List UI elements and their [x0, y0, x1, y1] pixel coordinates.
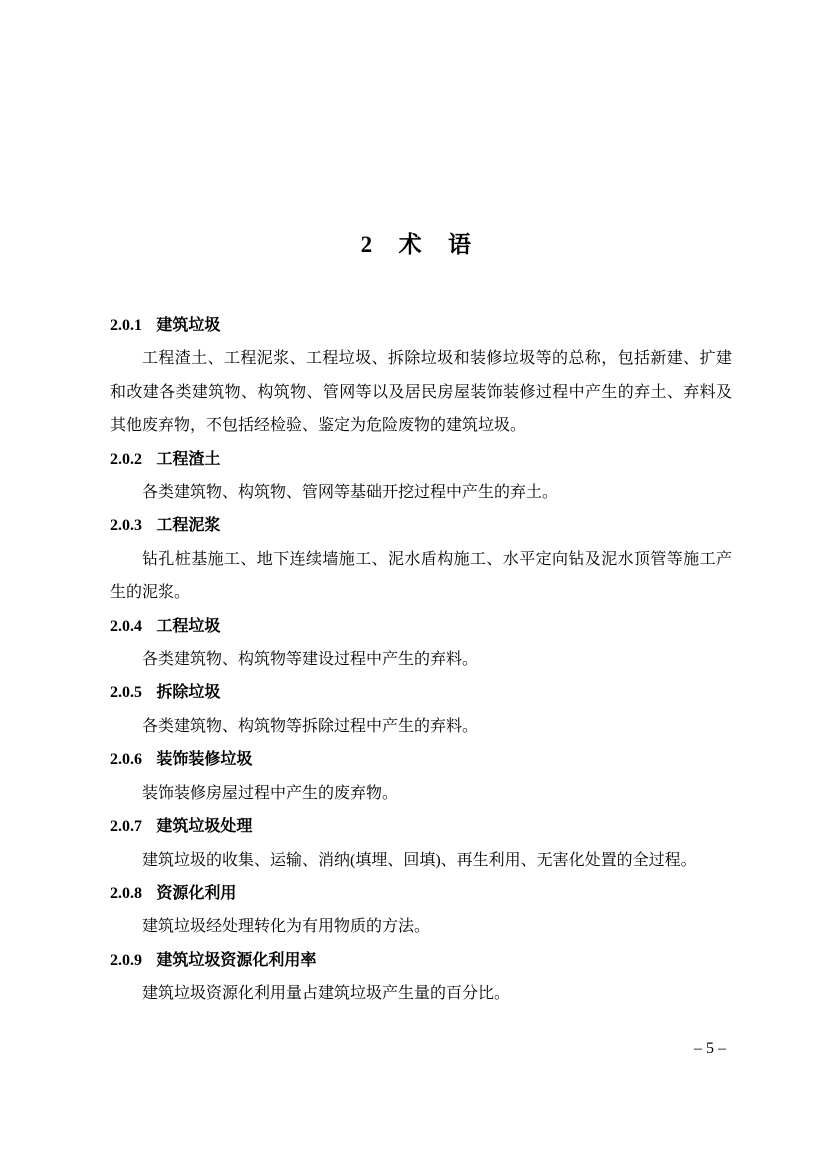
- term-heading: [110, 743, 732, 776]
- term-heading: [110, 509, 732, 542]
- term-name: 建筑垃圾处理: [156, 818, 253, 836]
- term-entry: [110, 509, 732, 609]
- term-definition: 建筑垃圾经处理转化为有用物质的方法。: [142, 918, 431, 936]
- term-number: 2.0.4: [110, 617, 142, 635]
- term-number: 2.0.5: [110, 684, 142, 702]
- term-name: 建筑垃圾资源化利用率: [156, 951, 317, 969]
- term-name: 建筑垃圾: [156, 317, 221, 334]
- term-definition: 建筑垃圾的收集、运输、消纳(填埋、回填)、再生利用、无害化处置的全过程。: [142, 851, 697, 869]
- term-name: 工程渣土: [156, 450, 221, 468]
- term-number: 2.0.3: [110, 517, 142, 535]
- term-name: 资源化利用: [156, 884, 237, 902]
- term-number: 2.0.9: [110, 951, 142, 969]
- term-definition: 装饰装修房屋过程中产生的废弃物。: [142, 784, 399, 802]
- term-definition: 钻孔桩基施工、地下连续墙施工、泥水盾构施工、水平定向钻及泥水顶管等施工产生的泥浆。: [110, 550, 732, 602]
- term-entry: [110, 676, 732, 743]
- term-definition: 各类建筑物、构筑物等建设过程中产生的弃料。: [142, 651, 479, 669]
- term-definition: 工程渣土、工程泥浆、工程垃圾、拆除垃圾和装修垃圾等的总称，包括新建、扩建和改建各类建筑物、构筑物、管网等以及居民房屋装饰装修过程中产生的弃土、弃料及其他废弃物，不包括经检验、鉴定为危险废物的建筑垃圾。: [110, 350, 732, 435]
- chapter-title: 2 术 语: [360, 232, 482, 257]
- term-number: 2.0.1: [110, 317, 142, 334]
- term-name: 拆除垃圾: [156, 684, 221, 702]
- term-name: 工程泥浆: [156, 517, 221, 535]
- term-number: 2.0.2: [110, 450, 142, 468]
- term-heading: [110, 443, 732, 476]
- term-number: 2.0.7: [110, 818, 142, 836]
- term-entry: [110, 877, 732, 944]
- page-content: [110, 0, 732, 1011]
- terminology-list: [110, 309, 732, 1011]
- term-entry: [110, 309, 732, 443]
- term-name: 装饰装修垃圾: [156, 751, 253, 769]
- term-entry: [110, 944, 732, 1011]
- page-number: – 5 –: [694, 1040, 726, 1057]
- term-entry: [110, 610, 732, 677]
- term-heading: [110, 877, 732, 910]
- term-entry: [110, 743, 732, 810]
- term-heading: [110, 810, 732, 843]
- term-heading: [110, 944, 732, 977]
- term-heading: [110, 676, 732, 709]
- term-name: 工程垃圾: [156, 617, 221, 635]
- term-number: 2.0.6: [110, 751, 142, 769]
- term-definition: 各类建筑物、构筑物、管网等基础开挖过程中产生的弃土。: [142, 484, 559, 502]
- term-definition: 各类建筑物、构筑物等拆除过程中产生的弃料。: [142, 717, 479, 735]
- term-heading: [110, 610, 732, 643]
- term-number: 2.0.8: [110, 884, 142, 902]
- term-heading: [110, 309, 732, 342]
- term-entry: [110, 810, 732, 877]
- term-definition: 建筑垃圾资源化利用量占建筑垃圾产生量的百分比。: [142, 985, 511, 1003]
- term-entry: [110, 443, 732, 510]
